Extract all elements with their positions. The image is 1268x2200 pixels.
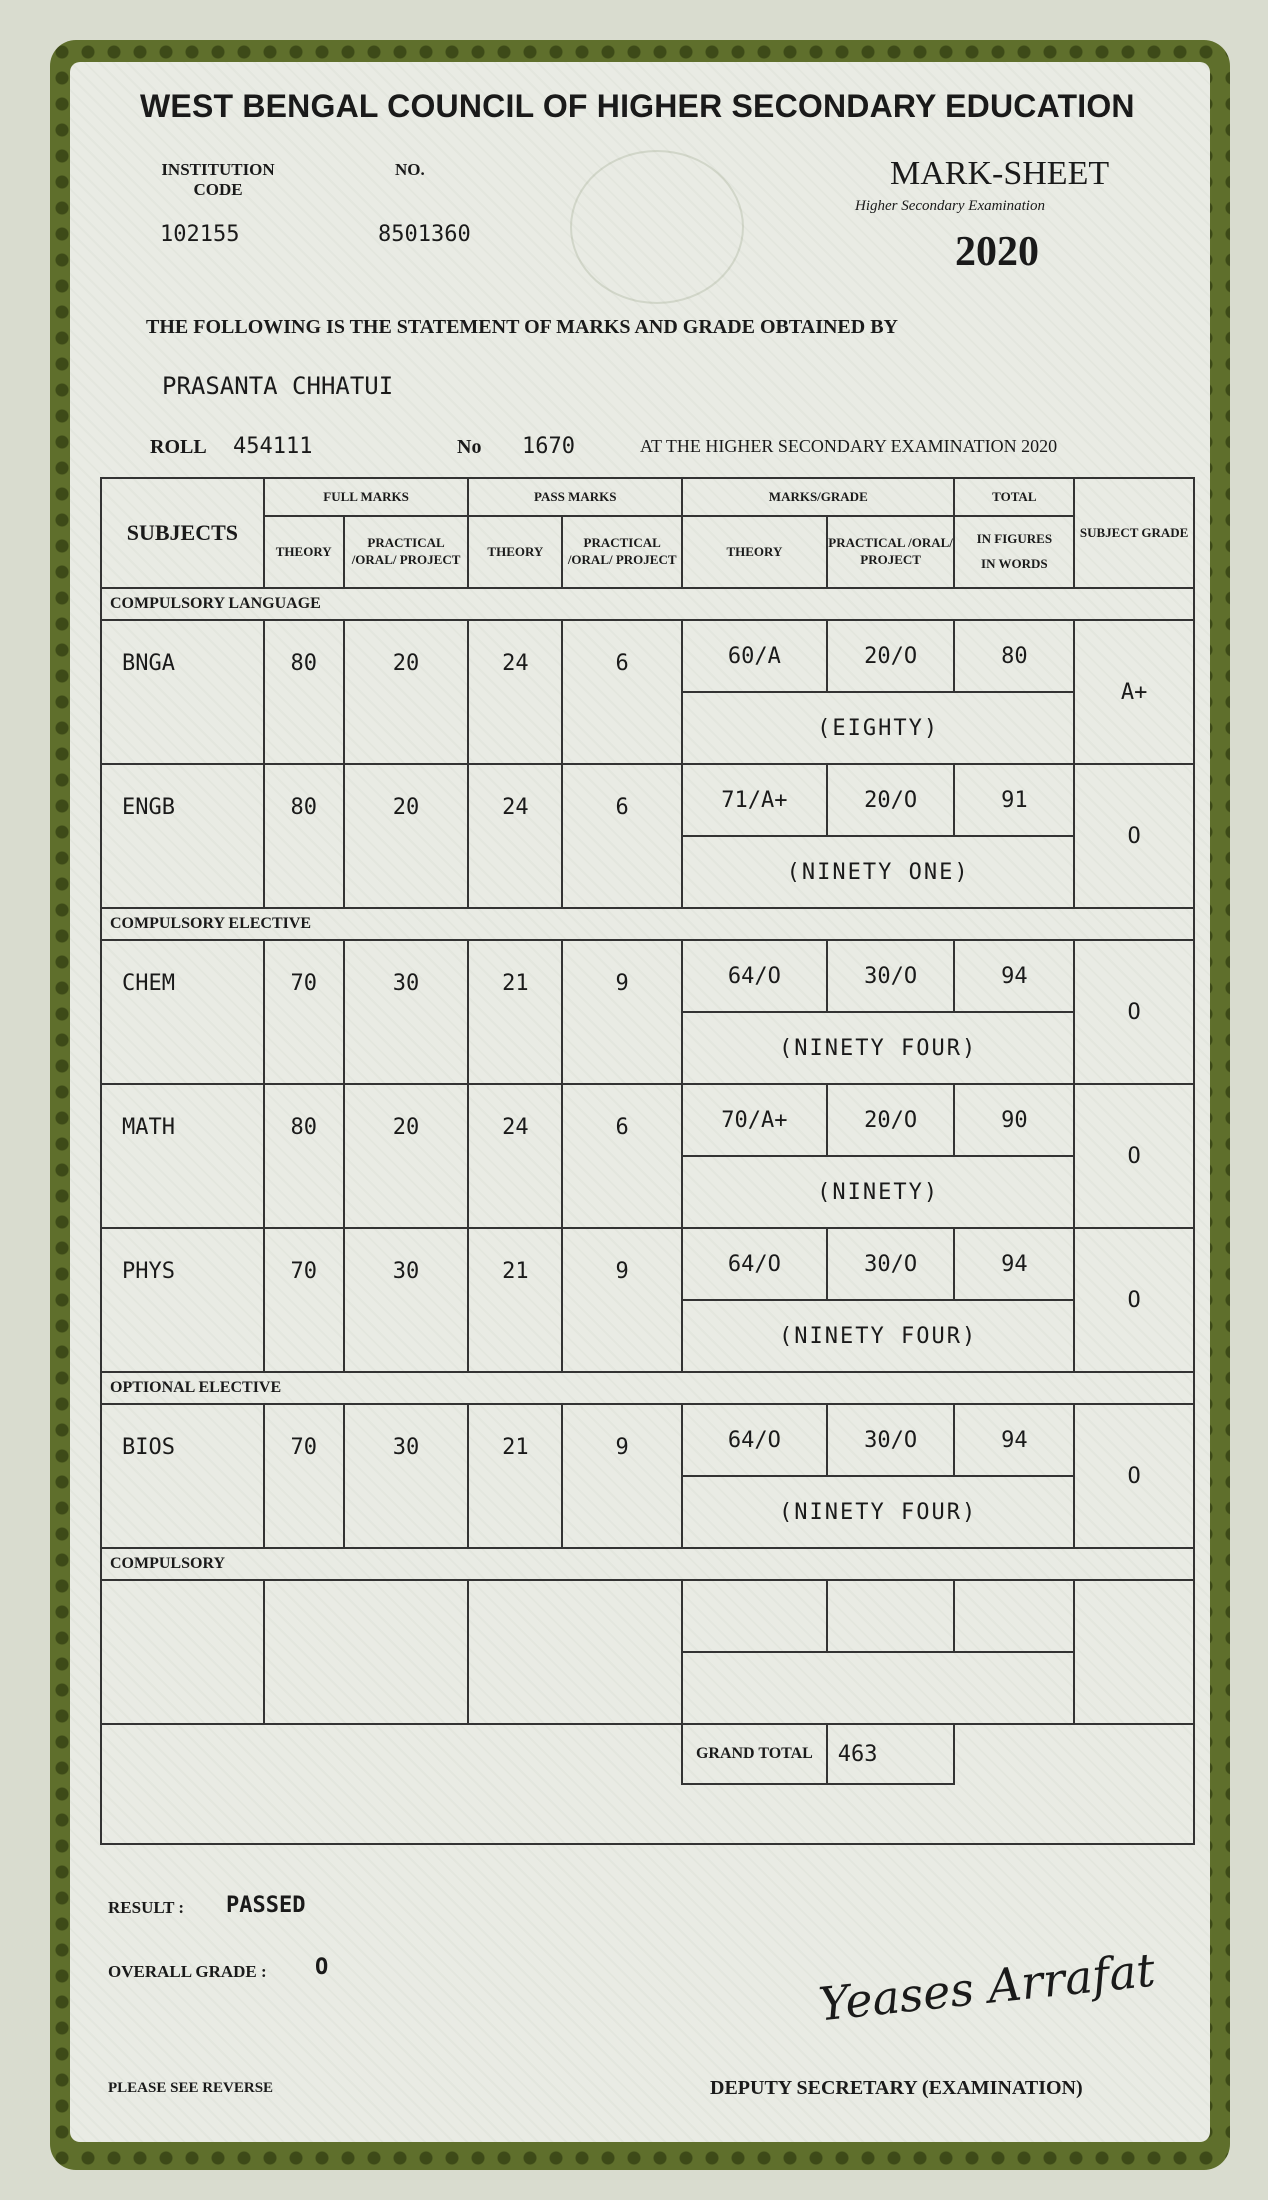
- institution-code: 102155: [160, 222, 240, 247]
- marks-grade-header: MARKS/GRADE: [682, 478, 954, 516]
- full-theory: 70: [264, 1228, 344, 1372]
- watermark-seal: [570, 150, 744, 304]
- marks-practical: 30/O: [827, 1228, 955, 1300]
- full-theory: 70: [264, 1404, 344, 1548]
- total-figures: 94: [954, 940, 1074, 1012]
- marks-practical: 20/O: [827, 764, 955, 836]
- total-words: (EIGHTY): [682, 692, 1074, 764]
- overall-grade-value: O: [315, 1955, 329, 1980]
- signatory-title: DEPUTY SECRETARY (EXAMINATION): [710, 2077, 1083, 2099]
- pass-theory: 21: [468, 940, 562, 1084]
- subject-code: PHYS: [101, 1228, 264, 1372]
- subject-grade: A+: [1074, 620, 1194, 764]
- marks-theory: 71/A+: [682, 764, 827, 836]
- full-practical: 30: [344, 1404, 469, 1548]
- document-title: MARK-SHEET: [890, 155, 1110, 192]
- no-label: NO.: [395, 160, 425, 179]
- pass-theory: 24: [468, 1084, 562, 1228]
- pass-practical: 9: [562, 940, 682, 1084]
- document-subtitle: Higher Secondary Examination: [855, 198, 1045, 214]
- marks-practical-header: PRACTICAL /ORAL/ PROJECT: [827, 516, 955, 588]
- institution-code-label: INSTITUTION CODE: [161, 160, 275, 199]
- total-header: TOTAL: [954, 478, 1074, 516]
- subject-grade: O: [1074, 1084, 1194, 1228]
- subject-grade: O: [1074, 1404, 1194, 1548]
- full-practical: 30: [344, 940, 469, 1084]
- full-practical: 30: [344, 1228, 469, 1372]
- roll-value: 454111: [233, 434, 313, 459]
- section-label: COMPULSORY LANGUAGE: [101, 588, 1194, 620]
- empty-row: [101, 1580, 1194, 1652]
- pass-theory: 21: [468, 1228, 562, 1372]
- section-label: COMPULSORY: [101, 1548, 1194, 1580]
- statement-text: THE FOLLOWING IS THE STATEMENT OF MARKS AND GRADE OBTAINED BY: [146, 316, 898, 338]
- pass-theory-header: THEORY: [468, 516, 562, 588]
- overall-grade-label: OVERALL GRADE :: [108, 1962, 267, 1981]
- full-practical: 20: [344, 620, 469, 764]
- marks-practical: 30/O: [827, 1404, 955, 1476]
- total-figures: 91: [954, 764, 1074, 836]
- marks-practical: 20/O: [827, 1084, 955, 1156]
- pass-marks-header: PASS MARKS: [468, 478, 682, 516]
- roll-no-value: 1670: [522, 434, 575, 459]
- marks-theory: 64/O: [682, 1228, 827, 1300]
- full-theory: 80: [264, 1084, 344, 1228]
- pass-theory: 24: [468, 764, 562, 908]
- section-label: OPTIONAL ELECTIVE: [101, 1372, 1194, 1404]
- subject-grade: O: [1074, 940, 1194, 1084]
- pass-theory: 24: [468, 620, 562, 764]
- pass-theory: 21: [468, 1404, 562, 1548]
- total-words: (NINETY FOUR): [682, 1300, 1074, 1372]
- pass-practical: 6: [562, 1084, 682, 1228]
- subject-code: ENGB: [101, 764, 264, 908]
- pass-practical: 9: [562, 1404, 682, 1548]
- marks-theory: 64/O: [682, 940, 827, 1012]
- full-theory-header: THEORY: [264, 516, 344, 588]
- total-words: (NINETY): [682, 1156, 1074, 1228]
- subject-code: MATH: [101, 1084, 264, 1228]
- exam-year: 2020: [955, 229, 1039, 275]
- result-label: RESULT :: [108, 1898, 185, 1917]
- subject-code: BIOS: [101, 1404, 264, 1548]
- subject-grade: O: [1074, 1228, 1194, 1372]
- figures-words-header: IN FIGURES IN WORDS: [954, 516, 1074, 588]
- exam-text: AT THE HIGHER SECONDARY EXAMINATION 2020: [640, 436, 1058, 456]
- subjects-header: SUBJECTS: [101, 478, 264, 588]
- pass-practical: 6: [562, 620, 682, 764]
- marks-theory: 60/A: [682, 620, 827, 692]
- full-practical: 20: [344, 1084, 469, 1228]
- pass-practical: 9: [562, 1228, 682, 1372]
- total-figures: 90: [954, 1084, 1074, 1156]
- marks-theory: 64/O: [682, 1404, 827, 1476]
- marks-practical: 20/O: [827, 620, 955, 692]
- result-value: PASSED: [226, 1893, 306, 1918]
- student-name: PRASANTA CHHATUI: [162, 372, 394, 400]
- pass-practical-header: PRACTICAL /ORAL/ PROJECT: [562, 516, 682, 588]
- grand-total-value: 463: [827, 1724, 955, 1784]
- subject-grade-header: SUBJECT GRADE: [1074, 478, 1194, 588]
- full-practical-header: PRACTICAL /ORAL/ PROJECT: [344, 516, 469, 588]
- total-words: (NINETY FOUR): [682, 1012, 1074, 1084]
- total-figures: 80: [954, 620, 1074, 692]
- marks-theory-header: THEORY: [682, 516, 827, 588]
- pass-practical: 6: [562, 764, 682, 908]
- see-reverse-note: PLEASE SEE REVERSE: [108, 2080, 274, 2096]
- marks-practical: 30/O: [827, 940, 955, 1012]
- total-figures: 94: [954, 1228, 1074, 1300]
- subject-grade: O: [1074, 764, 1194, 908]
- full-marks-header: FULL MARKS: [264, 478, 469, 516]
- total-words: (NINETY ONE): [682, 836, 1074, 908]
- full-theory: 80: [264, 764, 344, 908]
- full-theory: 80: [264, 620, 344, 764]
- roll-no-label: No: [457, 436, 482, 458]
- roll-label: ROLL: [150, 436, 207, 458]
- no-value: 8501360: [378, 222, 471, 247]
- full-practical: 20: [344, 764, 469, 908]
- grand-total-label: GRAND TOTAL: [682, 1724, 827, 1784]
- signature: Yeases Arrafat: [816, 1942, 1158, 2032]
- total-words: (NINETY FOUR): [682, 1476, 1074, 1548]
- subject-code: BNGA: [101, 620, 264, 764]
- marks-table: [100, 477, 1195, 1845]
- total-figures: 94: [954, 1404, 1074, 1476]
- section-label: COMPULSORY ELECTIVE: [101, 908, 1194, 940]
- council-title: WEST BENGAL COUNCIL OF HIGHER SECONDARY EDUCATION: [140, 88, 1135, 124]
- subject-code: CHEM: [101, 940, 264, 1084]
- full-theory: 70: [264, 940, 344, 1084]
- marks-theory: 70/A+: [682, 1084, 827, 1156]
